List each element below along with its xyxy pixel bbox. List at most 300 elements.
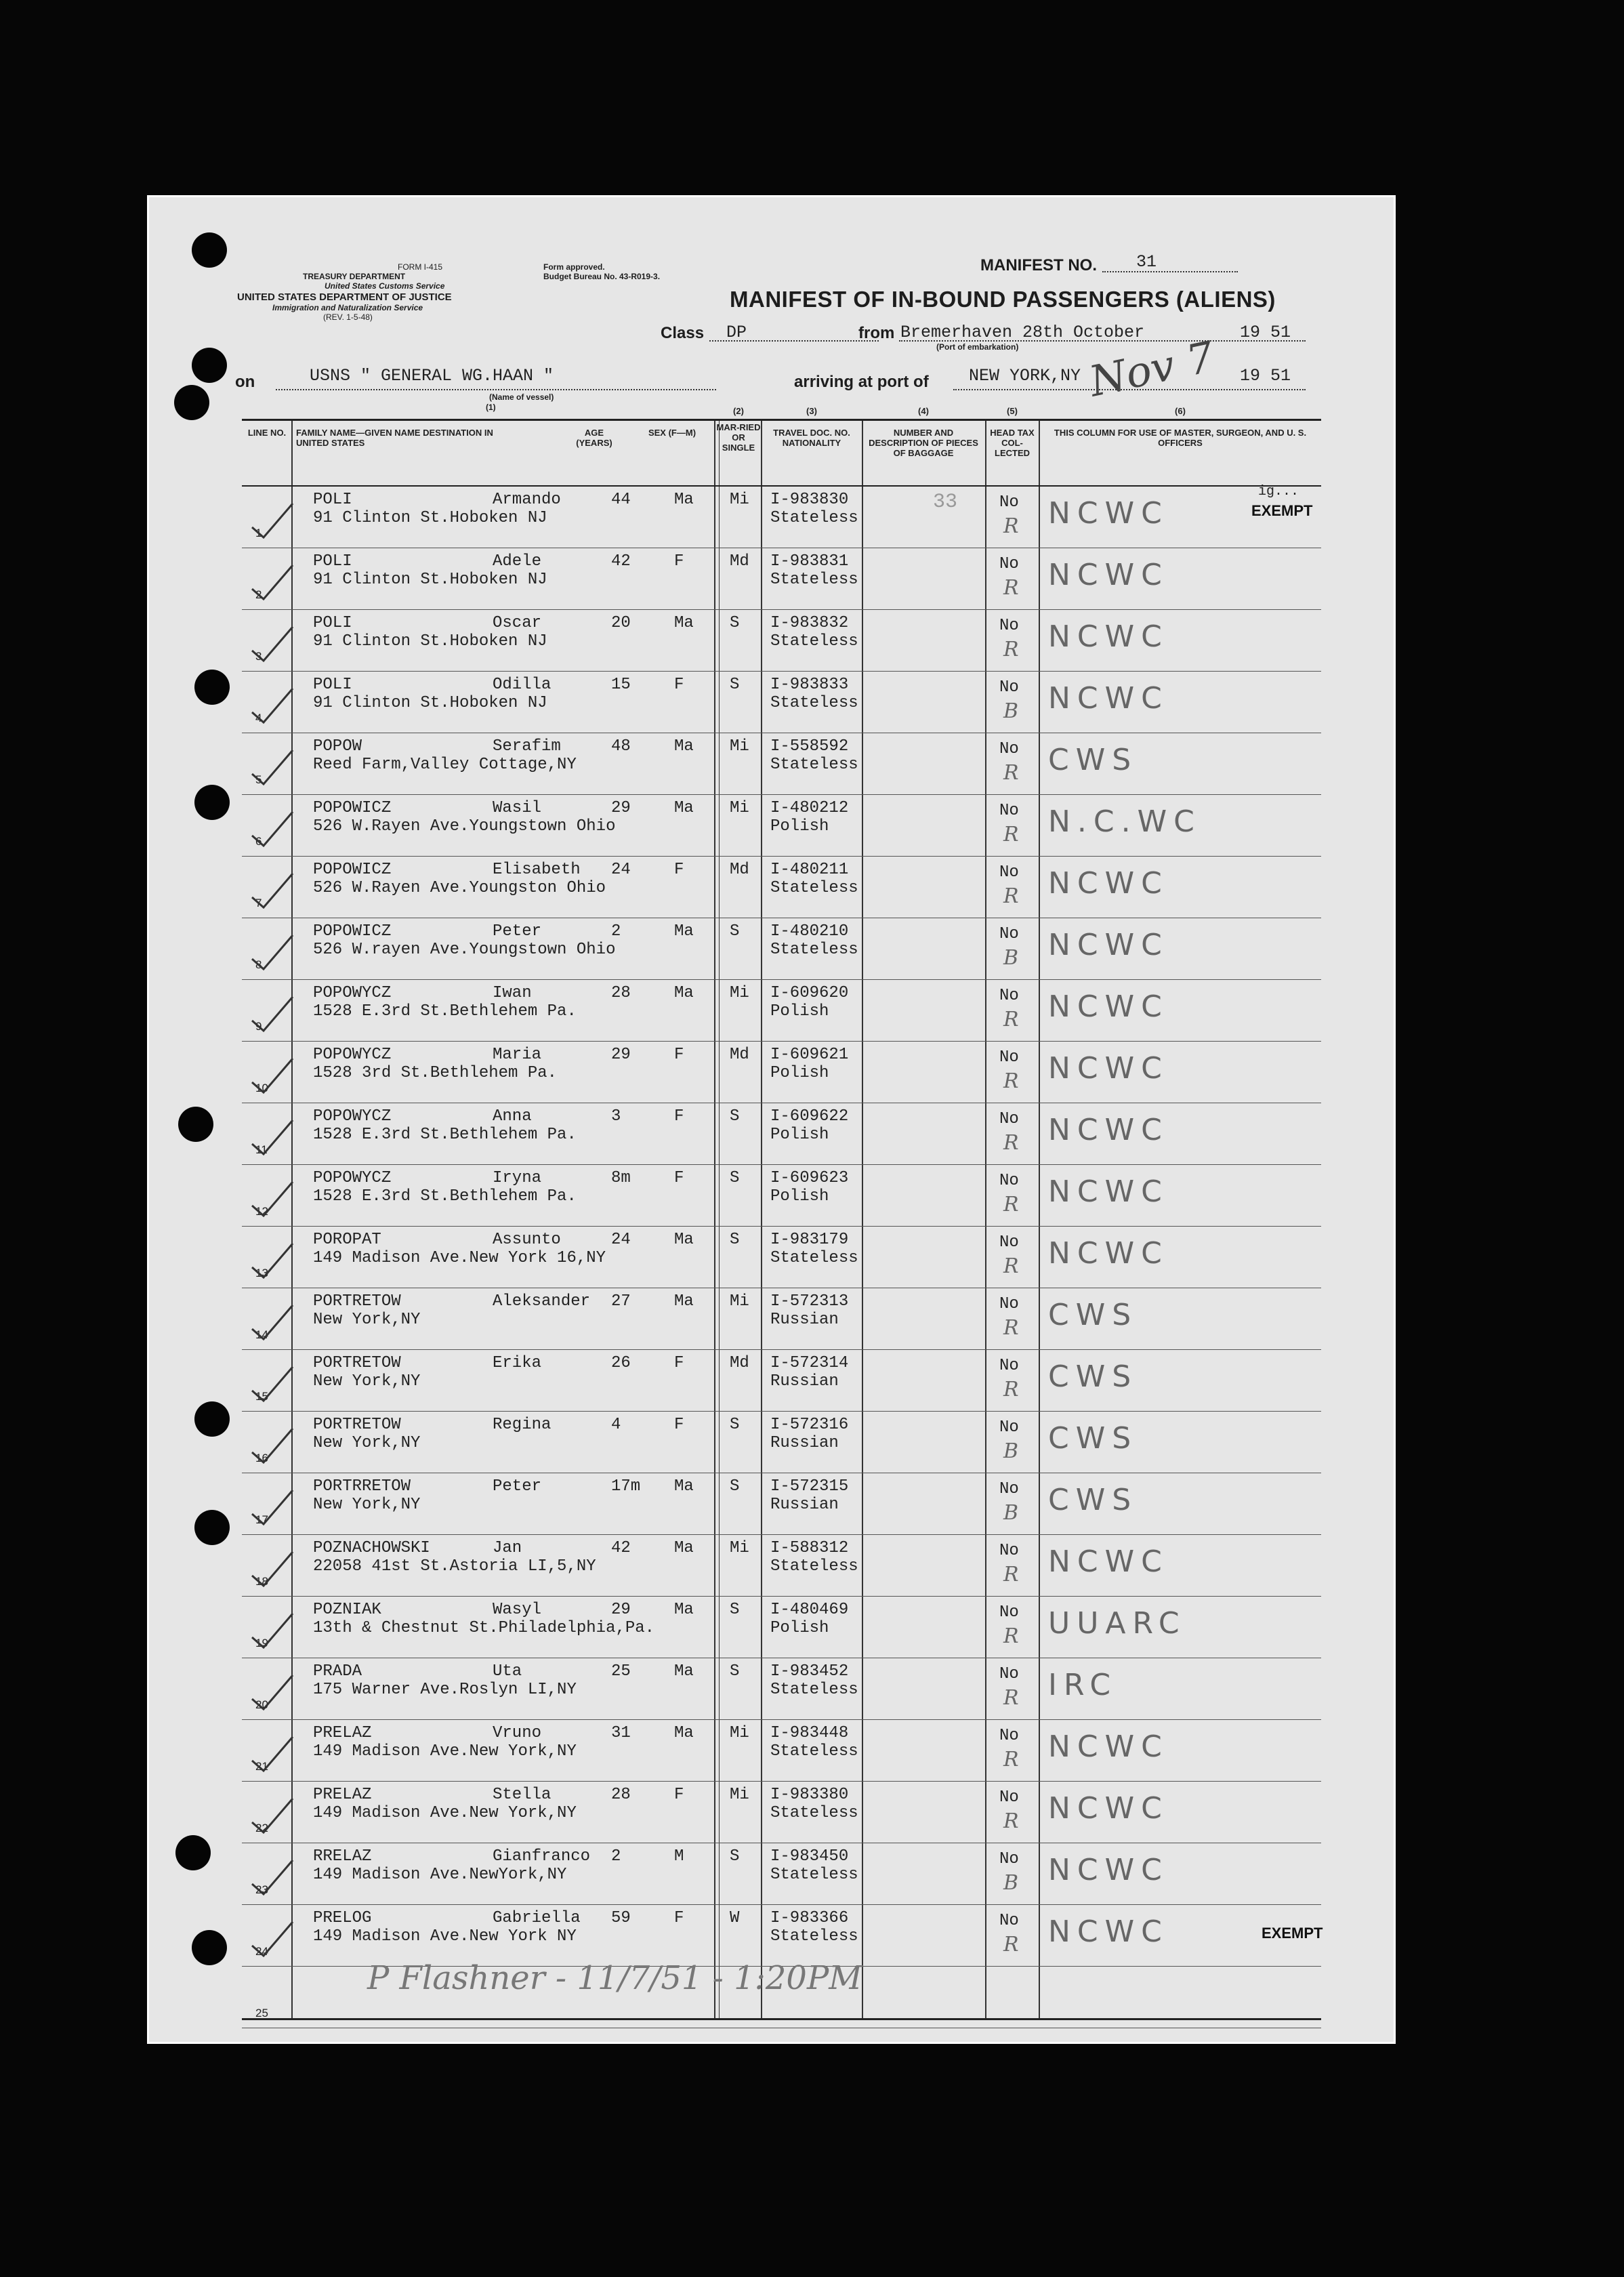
head-tax: No (999, 555, 1019, 573)
family-name: POPOWYCZ (313, 1107, 392, 1126)
officer-notation: UUARC (1048, 1606, 1186, 1641)
officer-notation: NCWC (1048, 1236, 1169, 1271)
nationality: Stateless (770, 1742, 858, 1761)
table-row (242, 1350, 1321, 1412)
travel-doc-no: I-983179 (770, 1231, 849, 1249)
officer-notation: NCWC (1048, 681, 1169, 716)
age: 20 (611, 614, 631, 632)
head-tax-mark: B (1003, 946, 1019, 970)
head-tax: No (999, 1048, 1019, 1067)
line-number: 8 (255, 958, 262, 971)
check-mark-icon (249, 1363, 296, 1404)
marital-status: S (730, 1169, 740, 1187)
marital-status: S (730, 1231, 740, 1249)
head-tax: No (999, 1850, 1019, 1868)
punch-hole-3 (174, 385, 209, 420)
line-number: 6 (255, 835, 262, 848)
col-sex-header: SEX (F—M) (648, 428, 696, 438)
family-name: PORTRRETOW (313, 1477, 411, 1496)
line-number: 14 (255, 1328, 268, 1341)
travel-doc-no: I-983832 (770, 614, 849, 632)
check-mark-icon (249, 1487, 296, 1527)
destination: New York,NY (313, 1311, 421, 1329)
col-line-header: LINE NO. (247, 428, 287, 438)
given-name: Regina (493, 1416, 551, 1434)
punch-hole-4 (194, 670, 230, 705)
sex: F (674, 1354, 684, 1372)
check-mark-icon (249, 1240, 296, 1281)
travel-doc-no: I-983450 (770, 1847, 849, 1866)
head-tax: No (999, 740, 1019, 758)
nationality: Stateless (770, 941, 858, 959)
nationality: Polish (770, 1126, 829, 1144)
head-tax-mark: R (1003, 1193, 1019, 1216)
given-name: Elisabeth (493, 861, 581, 879)
line-number: 20 (255, 1698, 268, 1711)
travel-doc-no: I-983830 (770, 491, 849, 509)
nationality: Russian (770, 1496, 839, 1514)
punch-hole-2 (192, 348, 227, 383)
nationality: Stateless (770, 1804, 858, 1822)
col-travel-header: TRAVEL DOC. NO. NATIONALITY (773, 428, 850, 448)
col-num-5: (5) (1007, 406, 1018, 416)
destination: 149 Madison Ave.NewYork,NY (313, 1866, 567, 1884)
head-tax: No (999, 1233, 1019, 1252)
age: 42 (611, 1539, 631, 1557)
age: 25 (611, 1662, 631, 1681)
officer-notation: NCWC (1048, 928, 1169, 962)
col-officers-header: THIS COLUMN FOR USE OF MASTER, SURGEON, AND U. S. OFFICERS (1054, 428, 1307, 448)
check-mark-icon (249, 562, 296, 602)
officer-notation: IRC (1048, 1668, 1118, 1702)
marital-status: S (730, 1477, 740, 1496)
check-mark-icon (249, 993, 296, 1034)
family-name: POLI (313, 552, 352, 571)
age: 44 (611, 491, 631, 509)
from-value: Bremerhaven 28th October (900, 323, 1145, 342)
officer-notation: CWS (1048, 1298, 1138, 1332)
nationality: Stateless (770, 509, 858, 527)
check-mark-icon (249, 932, 296, 972)
sex: M (674, 1847, 684, 1866)
travel-doc-no: I-983831 (770, 552, 849, 571)
head-tax: No (999, 1418, 1019, 1437)
head-tax-mark: B (1003, 1439, 1019, 1463)
officer-notation: NCWC (1048, 866, 1169, 901)
col-num-3: (3) (806, 406, 817, 416)
family-name: RRELAZ (313, 1847, 372, 1866)
vessel-caption: (Name of vessel) (489, 392, 554, 402)
age: 26 (611, 1354, 631, 1372)
baggage: 33 (933, 491, 958, 514)
col-num-6: (6) (1175, 406, 1186, 416)
destination: Reed Farm,Valley Cottage,NY (313, 756, 577, 774)
line-number: 11 (255, 1143, 268, 1156)
check-mark-icon (249, 1919, 296, 1959)
head-tax: No (999, 1542, 1019, 1560)
ig-mark: ig... (1258, 484, 1299, 499)
destination: 149 Madison Ave.New York,NY (313, 1804, 577, 1822)
col-name-header: FAMILY NAME—GIVEN NAME DESTINATION IN UNITED STATES (296, 428, 493, 448)
travel-doc-no: I-572315 (770, 1477, 849, 1496)
check-mark-icon (249, 623, 296, 664)
table-row (242, 1165, 1321, 1227)
age: 28 (611, 984, 631, 1002)
table-row (242, 918, 1321, 980)
form-number: FORM I-415 (398, 262, 443, 272)
table-row (242, 487, 1321, 548)
sex: F (674, 552, 684, 571)
travel-doc-no: I-983452 (770, 1662, 849, 1681)
head-tax-mark: R (1003, 1686, 1019, 1710)
officer-notation: NCWC (1048, 1729, 1169, 1764)
officer-notation: NCWC (1048, 1791, 1169, 1826)
given-name: Aleksander (493, 1292, 591, 1311)
head-tax-mark: R (1003, 884, 1019, 908)
officer-notation: NCWC (1048, 1174, 1169, 1209)
family-name: POPOWYCZ (313, 984, 392, 1002)
head-tax-mark: R (1003, 1316, 1019, 1340)
officer-notation: NCWC (1048, 496, 1169, 531)
destination: 91 Clinton St.Hoboken NJ (313, 571, 547, 589)
line-number: 21 (255, 1760, 268, 1773)
head-tax-mark: R (1003, 1254, 1019, 1278)
marital-status: Mi (730, 799, 749, 817)
head-tax-mark: R (1003, 1008, 1019, 1031)
officer-notation: CWS (1048, 1359, 1138, 1394)
justice-dept: UNITED STATES DEPARTMENT OF JUSTICE (237, 291, 452, 303)
line-number: 13 (255, 1267, 268, 1279)
nationality: Stateless (770, 1866, 858, 1884)
manifest-no-line (1102, 271, 1238, 272)
officer-notation: NCWC (1048, 1914, 1169, 1949)
sex: F (674, 861, 684, 879)
family-name: POPOWICZ (313, 799, 392, 817)
line-number: 4 (255, 712, 262, 724)
check-mark-icon (249, 1610, 296, 1651)
nationality: Russian (770, 1372, 839, 1391)
travel-doc-no: I-572316 (770, 1416, 849, 1434)
destination: 149 Madison Ave.New York,NY (313, 1742, 577, 1761)
given-name: Wasyl (493, 1601, 542, 1619)
destination: 149 Madison Ave.New York 16,NY (313, 1249, 606, 1267)
line-number: 25 (255, 2007, 268, 2019)
given-name: Erika (493, 1354, 542, 1372)
family-name: PORTRETOW (313, 1416, 401, 1434)
marital-status: S (730, 676, 740, 694)
head-tax-mark: R (1003, 1563, 1019, 1586)
table-row (242, 795, 1321, 857)
table-row (242, 1597, 1321, 1658)
travel-doc-no: I-572314 (770, 1354, 849, 1372)
sex: F (674, 1169, 684, 1187)
sex: F (674, 1416, 684, 1434)
officer-notation: CWS (1048, 743, 1138, 777)
officer-signature: P Flashner - 11/7/51 - 1:20PM (367, 1959, 862, 1997)
punch-hole-1 (192, 232, 227, 268)
head-tax-mark: R (1003, 1748, 1019, 1771)
travel-doc-no: I-480469 (770, 1601, 849, 1619)
sex: Ma (674, 922, 694, 941)
head-tax: No (999, 1480, 1019, 1498)
marital-status: S (730, 1847, 740, 1866)
age: 3 (611, 1107, 621, 1126)
head-tax: No (999, 493, 1019, 512)
officer-notation: NCWC (1048, 1544, 1169, 1579)
head-tax-mark: R (1003, 514, 1019, 538)
nationality: Polish (770, 1187, 829, 1206)
check-mark-icon (249, 685, 296, 726)
table-row (242, 1042, 1321, 1103)
marital-status: Md (730, 861, 749, 879)
given-name: Oscar (493, 614, 542, 632)
age: 28 (611, 1786, 631, 1804)
nationality: Stateless (770, 632, 858, 651)
head-tax-mark: R (1003, 823, 1019, 846)
head-tax: No (999, 863, 1019, 882)
table-row (242, 672, 1321, 733)
check-mark-icon (249, 1672, 296, 1712)
nationality: Polish (770, 1619, 829, 1637)
check-mark-icon (249, 747, 296, 787)
age: 24 (611, 861, 631, 879)
destination: 22058 41st St.Astoria LI,5,NY (313, 1557, 596, 1576)
family-name: POLI (313, 614, 352, 632)
head-tax-mark: R (1003, 1933, 1019, 1956)
destination: 175 Warner Ave.Roslyn LI,NY (313, 1681, 577, 1699)
head-tax-mark: B (1003, 1501, 1019, 1525)
age: 29 (611, 1046, 631, 1064)
given-name: Anna (493, 1107, 532, 1126)
age: 2 (611, 922, 621, 941)
head-tax-mark: R (1003, 1809, 1019, 1833)
nationality: Stateless (770, 571, 858, 589)
given-name: Armando (493, 491, 561, 509)
check-mark-icon (249, 1055, 296, 1096)
travel-doc-no: I-609620 (770, 984, 849, 1002)
table-row (242, 1782, 1321, 1843)
line-number: 12 (255, 1205, 268, 1218)
given-name: Iryna (493, 1169, 542, 1187)
table-row (242, 548, 1321, 610)
head-tax: No (999, 802, 1019, 820)
travel-doc-no: I-609623 (770, 1169, 849, 1187)
travel-doc-no: I-609621 (770, 1046, 849, 1064)
family-name: PORTRETOW (313, 1354, 401, 1372)
customs-service: United States Customs Service (325, 281, 445, 291)
given-name: Maria (493, 1046, 542, 1064)
nationality: Polish (770, 1002, 829, 1021)
family-name: POPOWICZ (313, 922, 392, 941)
check-mark-icon (249, 500, 296, 541)
punch-hole-9 (175, 1835, 211, 1870)
marital-status: S (730, 614, 740, 632)
officer-notation: N.C.WC (1048, 804, 1201, 839)
destination: New York,NY (313, 1372, 421, 1391)
officer-notation: CWS (1048, 1483, 1138, 1517)
family-name: POPOW (313, 737, 362, 756)
passenger-table (242, 406, 1323, 2020)
marital-status: Md (730, 1046, 749, 1064)
head-tax-mark: R (1003, 576, 1019, 600)
head-tax-mark: R (1003, 1378, 1019, 1401)
table-row (242, 1720, 1321, 1782)
sex: F (674, 1909, 684, 1927)
arriving-label: arriving at port of (794, 373, 929, 391)
head-tax: No (999, 1912, 1019, 1930)
given-name: Assunto (493, 1231, 561, 1249)
line-number: 23 (255, 1883, 268, 1896)
nationality: Russian (770, 1311, 839, 1329)
punch-hole-6 (178, 1107, 213, 1142)
port-embark-caption: (Port of embarkation) (936, 342, 1019, 352)
line-number: 19 (255, 1637, 268, 1649)
marital-status: Mi (730, 737, 749, 756)
manifest-title: MANIFEST OF IN-BOUND PASSENGERS (ALIENS) (730, 287, 1276, 312)
manifest-sheet (147, 195, 1396, 2044)
table-row (242, 980, 1321, 1042)
vessel-name: USNS " GENERAL WG.HAAN " (310, 366, 554, 386)
head-tax: No (999, 1357, 1019, 1375)
sex: Ma (674, 1231, 694, 1249)
family-name: POZNACHOWSKI (313, 1539, 430, 1557)
check-mark-icon (249, 1302, 296, 1342)
nationality: Stateless (770, 694, 858, 712)
treasury-dept: TREASURY DEPARTMENT (303, 272, 406, 281)
line-number: 1 (255, 527, 262, 539)
head-tax-mark: R (1003, 1624, 1019, 1648)
family-name: PRADA (313, 1662, 362, 1681)
head-tax-mark: R (1003, 761, 1019, 785)
table-row (242, 1535, 1321, 1597)
marital-status: Mi (730, 1539, 749, 1557)
check-mark-icon (249, 1117, 296, 1157)
nationality: Stateless (770, 1681, 858, 1699)
officer-notation: NCWC (1048, 1051, 1169, 1086)
table-row (242, 1473, 1321, 1535)
marital-status: S (730, 922, 740, 941)
sex: Ma (674, 1292, 694, 1311)
sex: F (674, 676, 684, 694)
line-number: 7 (255, 897, 262, 909)
officer-notation: NCWC (1048, 1853, 1169, 1887)
check-mark-icon (249, 1425, 296, 1466)
marital-status: S (730, 1416, 740, 1434)
destination: 13th & Chestnut St.Philadelphia,Pa. (313, 1619, 655, 1637)
vessel-line (276, 389, 716, 390)
family-name: POPOWYCZ (313, 1046, 392, 1064)
nationality: Stateless (770, 879, 858, 897)
punch-hole-10 (192, 1930, 227, 1965)
given-name: Gianfranco (493, 1847, 591, 1866)
head-tax: No (999, 925, 1019, 943)
officer-notation: NCWC (1048, 558, 1169, 592)
sex: Ma (674, 1539, 694, 1557)
check-mark-icon (249, 1548, 296, 1589)
col-marital-header: MAR-RIED OR SINGLE (716, 422, 761, 453)
age: 48 (611, 737, 631, 756)
line-number: 10 (255, 1082, 268, 1094)
manifest-number: 31 (1136, 252, 1157, 272)
given-name: Odilla (493, 676, 551, 694)
destination: 91 Clinton St.Hoboken NJ (313, 632, 547, 651)
sex: Ma (674, 491, 694, 509)
manifest-no-label: MANIFEST NO. (980, 256, 1097, 274)
destination: 91 Clinton St.Hoboken NJ (313, 694, 547, 712)
family-name: PRELOG (313, 1909, 372, 1927)
table-row (242, 1843, 1321, 1905)
given-name: Adele (493, 552, 542, 571)
ins-service: Immigration and Naturalization Service (272, 303, 423, 312)
table-row (242, 1905, 1321, 1967)
check-mark-icon (249, 870, 296, 911)
head-tax: No (999, 1665, 1019, 1683)
sex: Ma (674, 1601, 694, 1619)
sex: Ma (674, 1477, 694, 1496)
col-num-2: (2) (733, 406, 744, 416)
table-row (242, 857, 1321, 918)
family-name: POPOWICZ (313, 861, 392, 879)
nationality: Russian (770, 1434, 839, 1452)
marital-status: Md (730, 552, 749, 571)
given-name: Peter (493, 922, 542, 941)
nationality: Stateless (770, 1557, 858, 1576)
head-tax-mark: B (1003, 1871, 1019, 1895)
table-row (242, 733, 1321, 795)
officer-notation: NCWC (1048, 1113, 1169, 1147)
travel-doc-no: I-480212 (770, 799, 849, 817)
age: 24 (611, 1231, 631, 1249)
family-name: PRELAZ (313, 1724, 372, 1742)
destination: 1528 E.3rd St.Bethlehem Pa. (313, 1002, 577, 1021)
from-year: 19 51 (1240, 323, 1291, 342)
head-tax: No (999, 987, 1019, 1005)
check-mark-icon (249, 808, 296, 849)
col-age-header: AGE (YEARS) (576, 428, 612, 448)
head-tax: No (999, 1110, 1019, 1128)
marital-status: Mi (730, 1292, 749, 1311)
punch-hole-5 (194, 785, 230, 820)
age: 59 (611, 1909, 631, 1927)
table-row (242, 610, 1321, 672)
age: 42 (611, 552, 631, 571)
head-tax: No (999, 1788, 1019, 1807)
line-number: 3 (255, 650, 262, 663)
form-approved: Form approved. (543, 262, 605, 272)
sex: F (674, 1786, 684, 1804)
destination: 526 W.Rayen Ave.Youngstown Ohio (313, 817, 616, 836)
family-name: POLI (313, 491, 352, 509)
head-tax-mark: R (1003, 1131, 1019, 1155)
line-number: 9 (255, 1020, 262, 1033)
line-number: 18 (255, 1575, 268, 1588)
destination: New York,NY (313, 1496, 421, 1514)
nationality: Polish (770, 1064, 829, 1082)
destination: New York,NY (313, 1434, 421, 1452)
vessel-col-num: (1) (486, 403, 496, 412)
travel-doc-no: I-572313 (770, 1292, 849, 1311)
officer-notation: NCWC (1048, 619, 1169, 654)
sex: F (674, 1046, 684, 1064)
marital-status: Mi (730, 984, 749, 1002)
family-name: POPOWYCZ (313, 1169, 392, 1187)
marital-status: S (730, 1107, 740, 1126)
exempt-stamp-bottom: EXEMPT (1262, 1925, 1323, 1942)
check-mark-icon (249, 1857, 296, 1898)
travel-doc-no: I-588312 (770, 1539, 849, 1557)
line-number: 2 (255, 588, 262, 601)
given-name: Jan (493, 1539, 522, 1557)
